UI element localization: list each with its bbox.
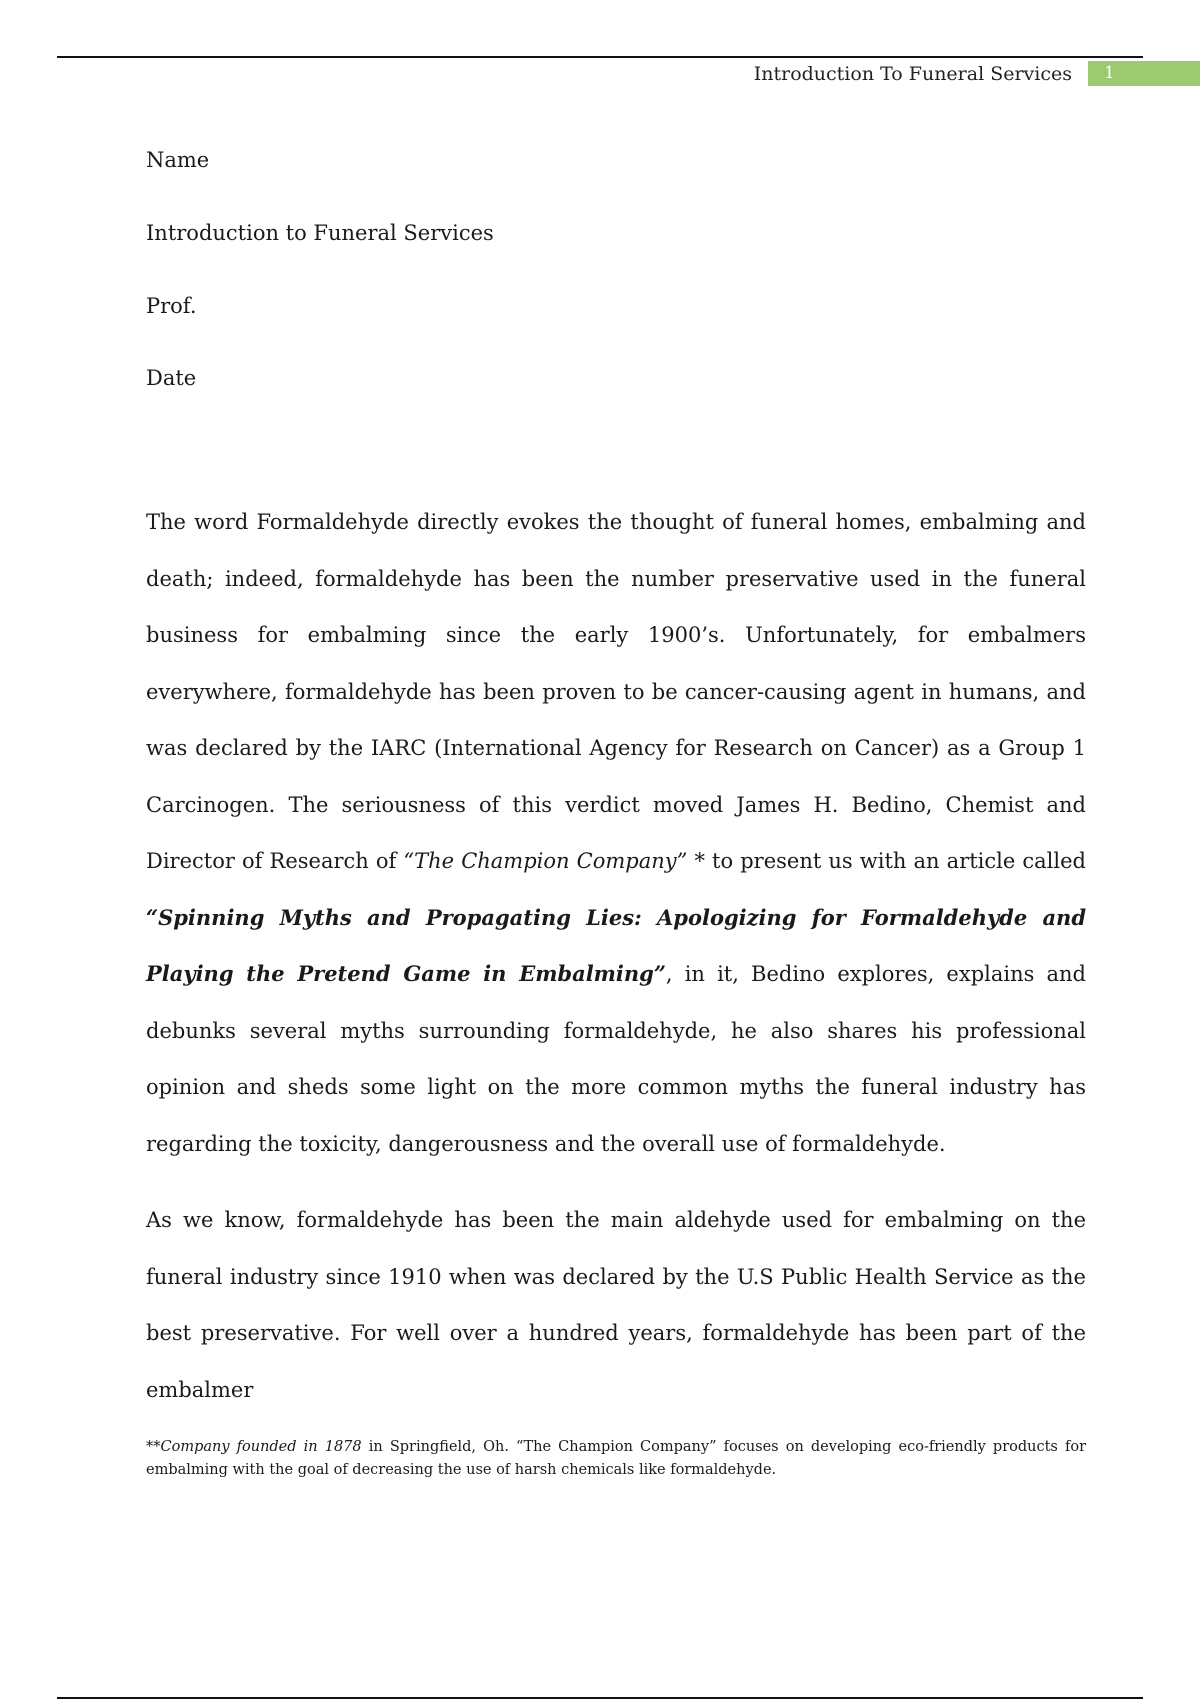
running-header-title: Introduction To Funeral Services bbox=[753, 63, 1072, 85]
footnote-marker: **Company founded in 1878 bbox=[146, 1439, 362, 1455]
article-title: “Spinning Myths and Propagating Lies: Apologizing for Formaldehyde and Playing the Pretend Game in Embalming” bbox=[146, 904, 1086, 986]
page-number-badge bbox=[1088, 61, 1200, 86]
company-name-italic: “The Champion Company” bbox=[403, 849, 688, 873]
body-paragraph-1 bbox=[146, 494, 1086, 1172]
footer-rule bbox=[57, 1697, 1143, 1699]
header-rule bbox=[57, 56, 1143, 58]
paragraph-1-text-c: , in it, Bedino explores, explains and debunks several myths surrounding formaldehyde, he also shares his professional opinion and sheds some light on the more common myths the funeral industry has regarding the toxicity, dangerousness and the overall use of formaldehyde. bbox=[146, 962, 1086, 1156]
footnote-text: in Springfield, Oh. “The Champion Company” focuses on developing eco-friendly products for embalming with the goal of decreasing the use of harsh chemicals like formaldehyde. bbox=[146, 1439, 1087, 1478]
page-number: 1 bbox=[1104, 63, 1115, 83]
paragraph-1-text-a: The word Formaldehyde directly evokes the thought of funeral homes, embalming and death; indeed, formaldehyde has been the number preservative used in the funeral business for embalming since the early 1900’s. Unfortunately, for embalmers everywhere, formaldehyde has been proven to be cancer-causing agent in humans, and was declared by the IARC (International Agency for Research on Cancer) as a Group 1 Carcinogen. The seriousness of this verdict moved James H. Bedino, Chemist and Director of Research of bbox=[146, 510, 1086, 873]
document-date: Date bbox=[146, 366, 197, 390]
paragraph-1-text-b: * to present us with an article called bbox=[687, 849, 1086, 873]
student-name: Name bbox=[146, 148, 210, 172]
body-paragraph-2: As we know, formaldehyde has been the main aldehyde used for embalming on the funeral industry since 1910 when was declared by the U.S Public Health Service as the best preservative. For well over a hundred years, formaldehyde has been part of the embalmer bbox=[146, 1208, 1086, 1402]
course-name: Introduction to Funeral Services bbox=[146, 221, 494, 245]
professor-name: Prof. bbox=[146, 294, 197, 318]
footnote bbox=[146, 1436, 1086, 1482]
